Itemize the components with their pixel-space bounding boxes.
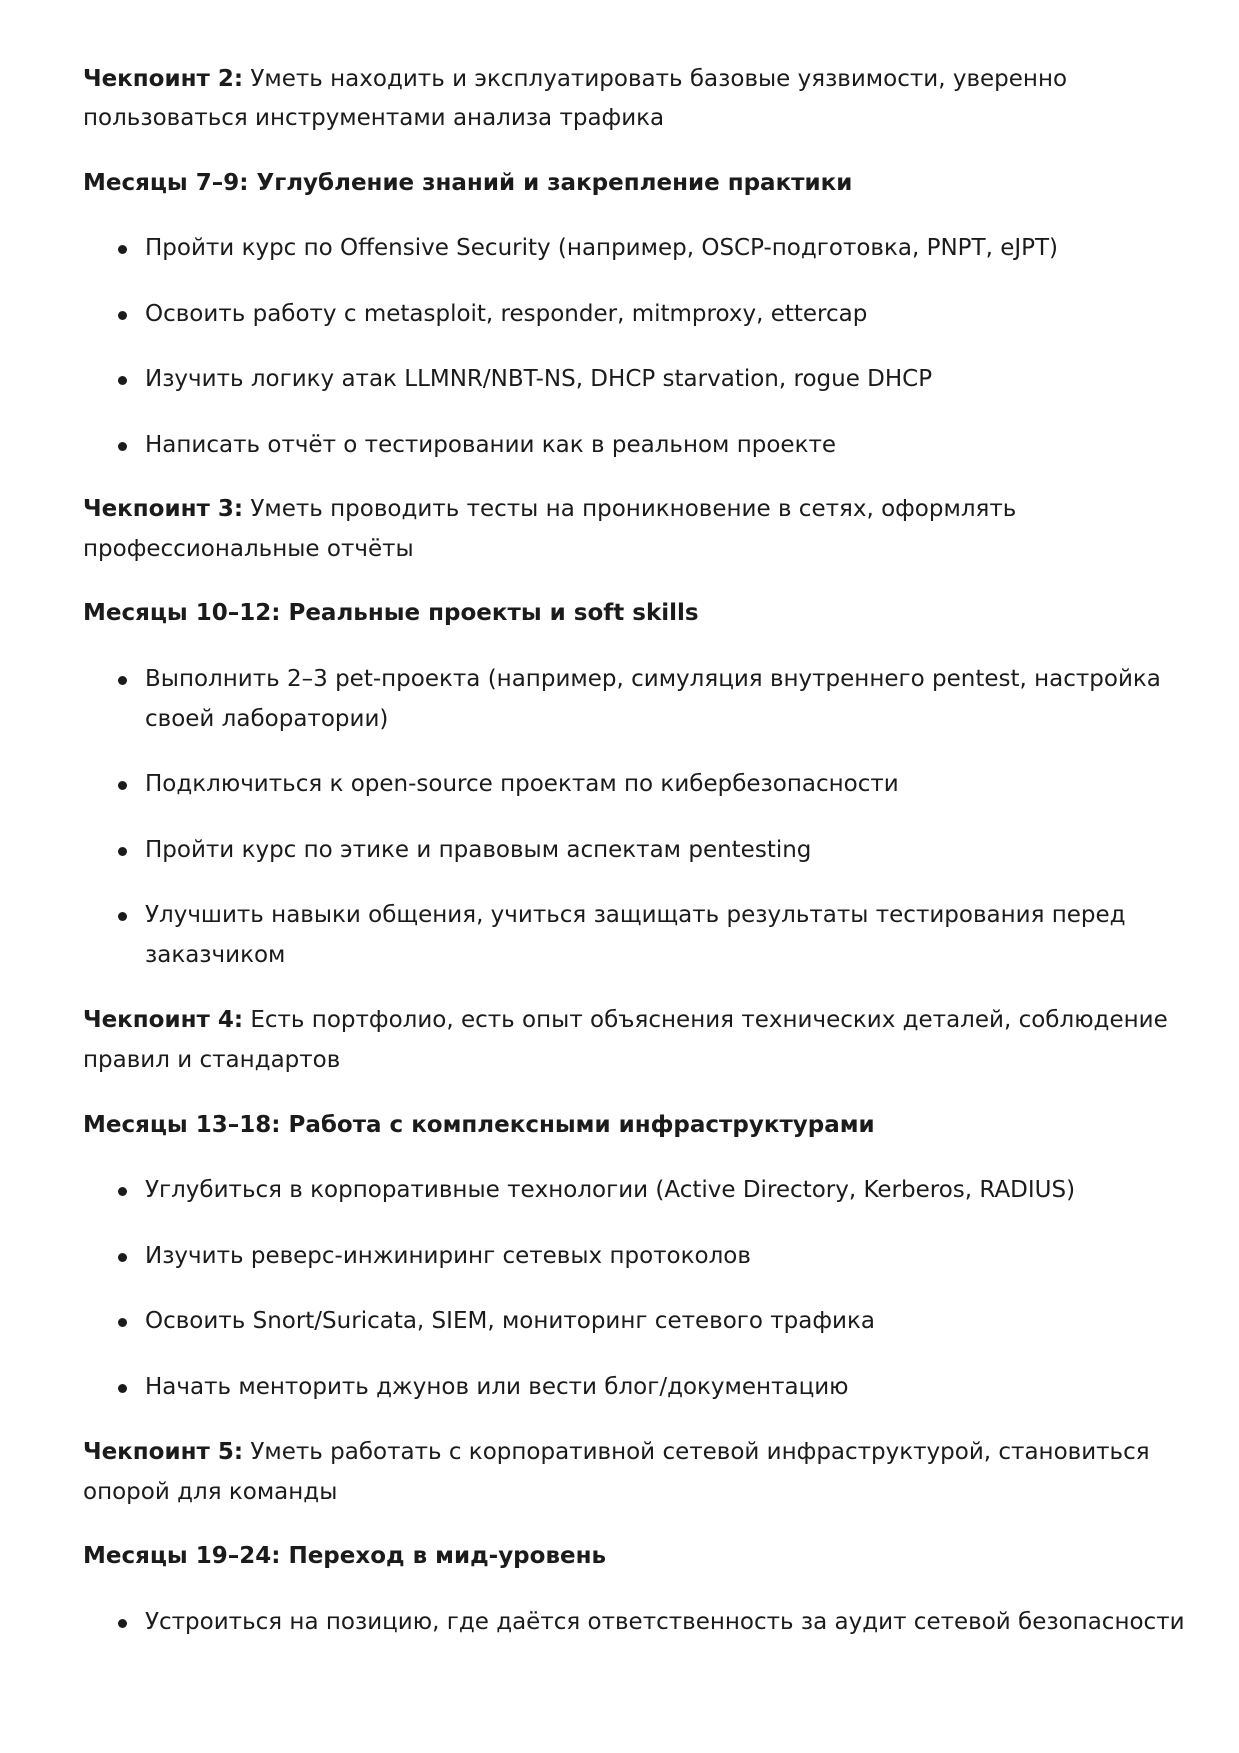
list-item-line-2: заказчиком [145,942,286,968]
checkpoint-5-line-1 [83,1432,1150,1472]
list-item: Изучить реверс-инжиниринг сетевых протоколов [145,1243,751,1269]
list-item-line-2: своей лаборатории) [145,706,389,732]
checkpoint-2-line-2: пользоваться инструментами анализа трафика [83,105,665,131]
bullet-icon [118,376,127,385]
checkpoint-3-line-1 [83,489,1016,529]
list-item: Освоить Snort/Suricata, SIEM, мониторинг сетевого трафика [145,1308,875,1334]
bullet-icon [118,1384,127,1393]
list-item: Пройти курс по этике и правовым аспектам pentesting [145,837,812,863]
bullet-icon [118,1253,127,1262]
checkpoint-4-label: Чекпоинт 4: [83,1007,244,1033]
bullet-icon [118,912,127,921]
checkpoint-3-text: Уметь проводить тесты на проникновение в сетях, оформлять [250,496,1017,522]
list-item: Начать менторить джунов или вести блог/документацию [145,1374,849,1400]
checkpoint-5-text: Уметь работать с корпоративной сетевой инфраструктурой, становиться [250,1439,1150,1465]
list-item: Углубиться в корпоративные технологии (Active Directory, Kerberos, RADIUS) [145,1177,1076,1203]
list-item: Написать отчёт о тестировании как в реальном проекте [145,432,837,458]
list-item-line-1: Выполнить 2–3 pet-проекта (например, симуляция внутреннего pentest, настройка [145,666,1161,692]
list-item: Подключиться к open-source проектам по кибербезопасности [145,771,899,797]
bullet-icon [118,442,127,451]
checkpoint-3-line-2: профессиональные отчёты [83,536,414,562]
list-item-line-1: Улучшить навыки общения, учиться защищать результаты тестирования перед [145,902,1126,928]
list-item: Устроиться на позицию, где даётся ответственность за аудит сетевой безопасности [145,1609,1185,1635]
checkpoint-4-line-1 [83,1000,1168,1040]
bullet-icon [118,676,127,685]
checkpoint-2-text: Уметь находить и эксплуатировать базовые уязвимости, уверенно [250,66,1068,92]
checkpoint-5-label: Чекпоинт 5: [83,1439,244,1465]
section-heading-months-7-9: Месяцы 7–9: Углубление знаний и закрепление практики [83,170,853,196]
list-item: Изучить логику атак LLMNR/NBT-NS, DHCP starvation, rogue DHCP [145,366,933,392]
section-heading-months-13-18: Месяцы 13–18: Работа с комплексными инфраструктурами [83,1112,875,1138]
section-heading-months-19-24: Месяцы 19–24: Переход в мид-уровень [83,1543,607,1569]
bullet-icon [118,781,127,790]
bullet-icon [118,311,127,320]
list-item: Освоить работу с metasploit, responder, mitmproxy, ettercap [145,301,868,327]
checkpoint-4-line-2: правил и стандартов [83,1047,341,1073]
checkpoint-2-label: Чекпоинт 2: [83,66,244,92]
checkpoint-4-text: Есть портфолио, есть опыт объяснения технических деталей, соблюдение [250,1007,1168,1033]
checkpoint-2-line-1 [83,59,1067,99]
checkpoint-5-line-2: опорой для команды [83,1479,338,1505]
bullet-icon [118,847,127,856]
bullet-icon [118,1619,127,1628]
bullet-icon [118,245,127,254]
section-heading-months-10-12: Месяцы 10–12: Реальные проекты и soft skills [83,600,699,626]
list-item: Пройти курс по Offensive Security (например, OSCP-подготовка, PNPT, eJPT) [145,235,1059,261]
bullet-icon [118,1318,127,1327]
bullet-icon [118,1187,127,1196]
checkpoint-3-label: Чекпоинт 3: [83,496,244,522]
